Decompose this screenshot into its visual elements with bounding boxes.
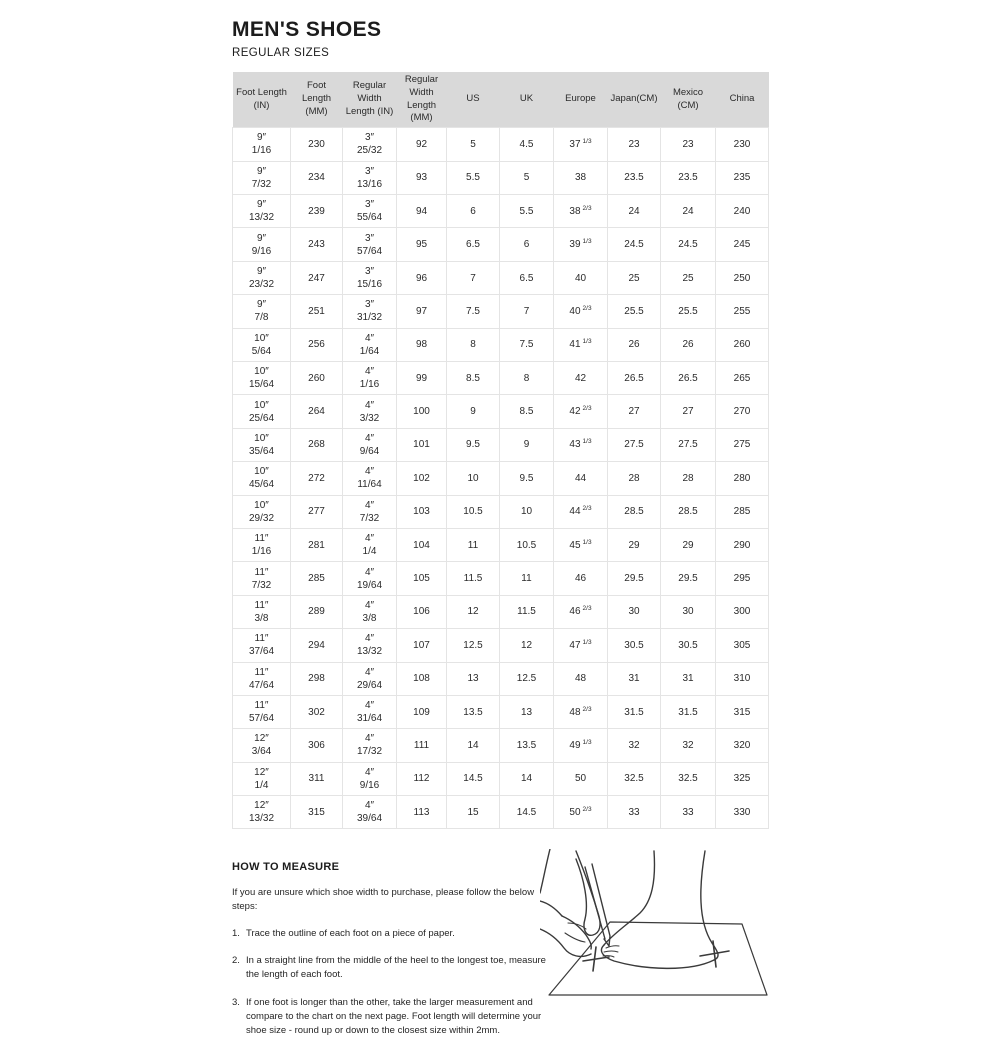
width-length-in-cell: 4″ 9/16 <box>343 762 397 795</box>
column-header: Europe <box>554 72 608 128</box>
japan-size-cell: 31.5 <box>608 695 661 728</box>
europe-size-cell: 49 $^{1/3}$ <box>554 729 608 762</box>
china-size-cell: 290 <box>716 528 769 561</box>
width-length-mm-cell: 105 <box>397 562 447 595</box>
uk-size-cell: 5 <box>500 161 554 194</box>
width-length-mm-cell: 92 <box>397 128 447 161</box>
column-header: US <box>447 72 500 128</box>
europe-size-cell: 40 $^{2/3}$ <box>554 295 608 328</box>
column-header: Foot Length (MM) <box>291 72 343 128</box>
foot-length-in-cell: 9″ 23/32 <box>233 261 291 294</box>
us-size-cell: 14 <box>447 729 500 762</box>
mexico-size-cell: 31.5 <box>661 695 716 728</box>
foot-length-mm-cell: 256 <box>291 328 343 361</box>
foot-length-in-cell: 9″ 9/16 <box>233 228 291 261</box>
width-length-in-cell: 3″ 13/16 <box>343 161 397 194</box>
us-size-cell: 15 <box>447 796 500 829</box>
europe-size-cell: 46 $^{2/3}$ <box>554 595 608 628</box>
us-size-cell: 11.5 <box>447 562 500 595</box>
foot-length-mm-cell: 260 <box>291 361 343 394</box>
foot-length-in-cell: 11″ 3/8 <box>233 595 291 628</box>
size-table-body <box>233 128 769 829</box>
table-row <box>233 361 769 394</box>
foot-length-mm-cell: 298 <box>291 662 343 695</box>
us-size-cell: 10.5 <box>447 495 500 528</box>
width-length-in-cell: 4″ 1/16 <box>343 361 397 394</box>
china-size-cell: 315 <box>716 695 769 728</box>
uk-size-cell: 10 <box>500 495 554 528</box>
width-length-in-cell: 4″ 17/32 <box>343 729 397 762</box>
width-length-mm-cell: 113 <box>397 796 447 829</box>
foot-length-mm-cell: 294 <box>291 629 343 662</box>
foot-length-in-cell: 11″ 57/64 <box>233 695 291 728</box>
japan-size-cell: 24 <box>608 195 661 228</box>
japan-size-cell: 25 <box>608 261 661 294</box>
width-length-mm-cell: 106 <box>397 595 447 628</box>
europe-size-cell: 43 $^{1/3}$ <box>554 428 608 461</box>
japan-size-cell: 30 <box>608 595 661 628</box>
uk-size-cell: 12.5 <box>500 662 554 695</box>
china-size-cell: 330 <box>716 796 769 829</box>
table-row <box>233 228 769 261</box>
foot-length-in-cell: 10″ 45/64 <box>233 462 291 495</box>
width-length-in-cell: 4″ 11/64 <box>343 462 397 495</box>
japan-size-cell: 24.5 <box>608 228 661 261</box>
europe-size-cell: 50 <box>554 762 608 795</box>
uk-size-cell: 9 <box>500 428 554 461</box>
mexico-size-cell: 27.5 <box>661 428 716 461</box>
us-size-cell: 9 <box>447 395 500 428</box>
china-size-cell: 275 <box>716 428 769 461</box>
foot-length-mm-cell: 277 <box>291 495 343 528</box>
width-length-in-cell: 4″ 7/32 <box>343 495 397 528</box>
width-length-in-cell: 4″ 31/64 <box>343 695 397 728</box>
foot-length-in-cell: 12″ 13/32 <box>233 796 291 829</box>
width-length-mm-cell: 100 <box>397 395 447 428</box>
japan-size-cell: 30.5 <box>608 629 661 662</box>
table-row <box>233 629 769 662</box>
width-length-in-cell: 4″ 9/64 <box>343 428 397 461</box>
foot-length-in-cell: 11″ 47/64 <box>233 662 291 695</box>
mexico-size-cell: 27 <box>661 395 716 428</box>
foot-length-mm-cell: 311 <box>291 762 343 795</box>
foot-length-in-cell: 10″ 5/64 <box>233 328 291 361</box>
width-length-mm-cell: 108 <box>397 662 447 695</box>
us-size-cell: 5 <box>447 128 500 161</box>
column-header: China <box>716 72 769 128</box>
foot-length-in-cell: 10″ 15/64 <box>233 361 291 394</box>
uk-size-cell: 6 <box>500 228 554 261</box>
uk-size-cell: 6.5 <box>500 261 554 294</box>
us-size-cell: 8 <box>447 328 500 361</box>
us-size-cell: 11 <box>447 528 500 561</box>
width-length-mm-cell: 107 <box>397 629 447 662</box>
china-size-cell: 235 <box>716 161 769 194</box>
foot-length-mm-cell: 285 <box>291 562 343 595</box>
table-row <box>233 128 769 161</box>
table-row <box>233 729 769 762</box>
europe-size-cell: 37 $^{1/3}$ <box>554 128 608 161</box>
width-length-mm-cell: 112 <box>397 762 447 795</box>
japan-size-cell: 31 <box>608 662 661 695</box>
china-size-cell: 240 <box>716 195 769 228</box>
column-header: UK <box>500 72 554 128</box>
width-length-mm-cell: 104 <box>397 528 447 561</box>
foot-length-in-cell: 9″ 7/32 <box>233 161 291 194</box>
column-header: Regular Width Length (MM) <box>397 72 447 128</box>
china-size-cell: 305 <box>716 629 769 662</box>
measure-step: 2. In a straight line from the middle of the heel to the longest toe, measure the length of each foot. <box>232 955 546 981</box>
width-length-in-cell: 3″ 57/64 <box>343 228 397 261</box>
table-row <box>233 595 769 628</box>
japan-size-cell: 26 <box>608 328 661 361</box>
table-row <box>233 762 769 795</box>
foot-length-in-cell: 11″ 37/64 <box>233 629 291 662</box>
japan-size-cell: 33 <box>608 796 661 829</box>
width-length-mm-cell: 94 <box>397 195 447 228</box>
us-size-cell: 6 <box>447 195 500 228</box>
us-size-cell: 12 <box>447 595 500 628</box>
foot-length-mm-cell: 272 <box>291 462 343 495</box>
europe-size-cell: 48 <box>554 662 608 695</box>
mexico-size-cell: 32.5 <box>661 762 716 795</box>
china-size-cell: 245 <box>716 228 769 261</box>
us-size-cell: 7 <box>447 261 500 294</box>
japan-size-cell: 23 <box>608 128 661 161</box>
japan-size-cell: 29.5 <box>608 562 661 595</box>
uk-size-cell: 7.5 <box>500 328 554 361</box>
width-length-mm-cell: 95 <box>397 228 447 261</box>
size-table-header-row <box>233 72 769 128</box>
width-length-mm-cell: 101 <box>397 428 447 461</box>
uk-size-cell: 9.5 <box>500 462 554 495</box>
uk-size-cell: 8.5 <box>500 395 554 428</box>
measure-step: 3. If one foot is longer than the other, take the larger measurement and compare to the chart on the next page. Foot length will determine your shoe size - round up or down to the closest size within 2mm. <box>232 996 542 1037</box>
mexico-size-cell: 31 <box>661 662 716 695</box>
size-table <box>232 72 769 829</box>
europe-size-cell: 41 $^{1/3}$ <box>554 328 608 361</box>
japan-size-cell: 29 <box>608 528 661 561</box>
us-size-cell: 10 <box>447 462 500 495</box>
uk-size-cell: 7 <box>500 295 554 328</box>
table-row <box>233 295 769 328</box>
mexico-size-cell: 29.5 <box>661 562 716 595</box>
width-length-in-cell: 4″ 3/8 <box>343 595 397 628</box>
mexico-size-cell: 23.5 <box>661 161 716 194</box>
foot-length-in-cell: 12″ 3/64 <box>233 729 291 762</box>
width-length-mm-cell: 103 <box>397 495 447 528</box>
measure-intro: If you are unsure which shoe width to purchase, please follow the below steps: <box>232 887 535 913</box>
width-length-in-cell: 3″ 55/64 <box>343 195 397 228</box>
japan-size-cell: 27.5 <box>608 428 661 461</box>
column-header: Regular Width Length (IN) <box>343 72 397 128</box>
mexico-size-cell: 32 <box>661 729 716 762</box>
table-row <box>233 662 769 695</box>
us-size-cell: 6.5 <box>447 228 500 261</box>
uk-size-cell: 14.5 <box>500 796 554 829</box>
japan-size-cell: 28 <box>608 462 661 495</box>
foot-length-mm-cell: 264 <box>291 395 343 428</box>
table-row <box>233 528 769 561</box>
japan-size-cell: 23.5 <box>608 161 661 194</box>
foot-length-mm-cell: 251 <box>291 295 343 328</box>
europe-size-cell: 47 $^{1/3}$ <box>554 629 608 662</box>
europe-size-cell: 40 <box>554 261 608 294</box>
mexico-size-cell: 24 <box>661 195 716 228</box>
foot-length-mm-cell: 281 <box>291 528 343 561</box>
mexico-size-cell: 29 <box>661 528 716 561</box>
japan-size-cell: 32 <box>608 729 661 762</box>
china-size-cell: 320 <box>716 729 769 762</box>
foot-length-in-cell: 10″ 29/32 <box>233 495 291 528</box>
foot-length-in-cell: 9″ 13/32 <box>233 195 291 228</box>
china-size-cell: 295 <box>716 562 769 595</box>
width-length-in-cell: 4″ 19/64 <box>343 562 397 595</box>
japan-size-cell: 25.5 <box>608 295 661 328</box>
china-size-cell: 270 <box>716 395 769 428</box>
measure-heading: HOW TO MEASURE <box>232 861 340 874</box>
table-row <box>233 161 769 194</box>
us-size-cell: 9.5 <box>447 428 500 461</box>
japan-size-cell: 26.5 <box>608 361 661 394</box>
us-size-cell: 13 <box>447 662 500 695</box>
mexico-size-cell: 30.5 <box>661 629 716 662</box>
foot-length-mm-cell: 268 <box>291 428 343 461</box>
china-size-cell: 285 <box>716 495 769 528</box>
foot-length-mm-cell: 243 <box>291 228 343 261</box>
europe-size-cell: 44 <box>554 462 608 495</box>
europe-size-cell: 46 <box>554 562 608 595</box>
mexico-size-cell: 26.5 <box>661 361 716 394</box>
foot-length-mm-cell: 302 <box>291 695 343 728</box>
europe-size-cell: 42 $^{2/3}$ <box>554 395 608 428</box>
europe-size-cell: 38 <box>554 161 608 194</box>
width-length-in-cell: 3″ 25/32 <box>343 128 397 161</box>
width-length-in-cell: 4″ 13/32 <box>343 629 397 662</box>
how-to-measure-section <box>232 861 768 1038</box>
width-length-in-cell: 3″ 15/16 <box>343 261 397 294</box>
uk-size-cell: 5.5 <box>500 195 554 228</box>
foot-length-mm-cell: 247 <box>291 261 343 294</box>
mexico-size-cell: 28.5 <box>661 495 716 528</box>
table-row <box>233 796 769 829</box>
mexico-size-cell: 30 <box>661 595 716 628</box>
table-row <box>233 328 769 361</box>
foot-tracing-illustration <box>540 849 780 1017</box>
uk-size-cell: 11.5 <box>500 595 554 628</box>
us-size-cell: 5.5 <box>447 161 500 194</box>
foot-length-mm-cell: 234 <box>291 161 343 194</box>
width-length-mm-cell: 109 <box>397 695 447 728</box>
foot-length-mm-cell: 289 <box>291 595 343 628</box>
uk-size-cell: 14 <box>500 762 554 795</box>
foot-length-in-cell: 9″ 7/8 <box>233 295 291 328</box>
width-length-in-cell: 4″ 1/4 <box>343 528 397 561</box>
china-size-cell: 255 <box>716 295 769 328</box>
japan-size-cell: 32.5 <box>608 762 661 795</box>
foot-length-in-cell: 10″ 25/64 <box>233 395 291 428</box>
europe-size-cell: 39 $^{1/3}$ <box>554 228 608 261</box>
china-size-cell: 310 <box>716 662 769 695</box>
table-row <box>233 395 769 428</box>
europe-size-cell: 48 $^{2/3}$ <box>554 695 608 728</box>
page-subtitle: REGULAR SIZES <box>232 47 330 59</box>
uk-size-cell: 4.5 <box>500 128 554 161</box>
column-header: Mexico (CM) <box>661 72 716 128</box>
japan-size-cell: 28.5 <box>608 495 661 528</box>
foot-length-in-cell: 10″ 35/64 <box>233 428 291 461</box>
europe-size-cell: 45 $^{1/3}$ <box>554 528 608 561</box>
uk-size-cell: 10.5 <box>500 528 554 561</box>
width-length-mm-cell: 93 <box>397 161 447 194</box>
foot-length-mm-cell: 315 <box>291 796 343 829</box>
table-row <box>233 428 769 461</box>
us-size-cell: 12.5 <box>447 629 500 662</box>
uk-size-cell: 12 <box>500 629 554 662</box>
europe-size-cell: 38 $^{2/3}$ <box>554 195 608 228</box>
page-title: MEN'S SHOES <box>232 18 382 41</box>
width-length-in-cell: 4″ 3/32 <box>343 395 397 428</box>
uk-size-cell: 13.5 <box>500 729 554 762</box>
europe-size-cell: 44 $^{2/3}$ <box>554 495 608 528</box>
europe-size-cell: 50 $^{2/3}$ <box>554 796 608 829</box>
china-size-cell: 280 <box>716 462 769 495</box>
table-row <box>233 462 769 495</box>
width-length-in-cell: 4″ 39/64 <box>343 796 397 829</box>
china-size-cell: 250 <box>716 261 769 294</box>
mexico-size-cell: 28 <box>661 462 716 495</box>
foot-length-mm-cell: 230 <box>291 128 343 161</box>
mexico-size-cell: 25 <box>661 261 716 294</box>
china-size-cell: 230 <box>716 128 769 161</box>
table-row <box>233 562 769 595</box>
mexico-size-cell: 25.5 <box>661 295 716 328</box>
japan-size-cell: 27 <box>608 395 661 428</box>
column-header: Japan(CM) <box>608 72 661 128</box>
foot-length-in-cell: 11″ 1/16 <box>233 528 291 561</box>
width-length-mm-cell: 102 <box>397 462 447 495</box>
measure-steps <box>232 927 550 1038</box>
foot-length-in-cell: 12″ 1/4 <box>233 762 291 795</box>
uk-size-cell: 13 <box>500 695 554 728</box>
us-size-cell: 7.5 <box>447 295 500 328</box>
table-row <box>233 261 769 294</box>
us-size-cell: 8.5 <box>447 361 500 394</box>
width-length-mm-cell: 97 <box>397 295 447 328</box>
uk-size-cell: 11 <box>500 562 554 595</box>
table-row <box>233 495 769 528</box>
us-size-cell: 14.5 <box>447 762 500 795</box>
column-header: Foot Length (IN) <box>233 72 291 128</box>
width-length-mm-cell: 98 <box>397 328 447 361</box>
uk-size-cell: 8 <box>500 361 554 394</box>
china-size-cell: 325 <box>716 762 769 795</box>
china-size-cell: 300 <box>716 595 769 628</box>
mexico-size-cell: 26 <box>661 328 716 361</box>
china-size-cell: 260 <box>716 328 769 361</box>
china-size-cell: 265 <box>716 361 769 394</box>
width-length-mm-cell: 111 <box>397 729 447 762</box>
width-length-mm-cell: 99 <box>397 361 447 394</box>
mexico-size-cell: 24.5 <box>661 228 716 261</box>
foot-length-in-cell: 11″ 7/32 <box>233 562 291 595</box>
table-row <box>233 195 769 228</box>
foot-length-mm-cell: 306 <box>291 729 343 762</box>
table-row <box>233 695 769 728</box>
mexico-size-cell: 33 <box>661 796 716 829</box>
width-length-in-cell: 3″ 31/32 <box>343 295 397 328</box>
foot-length-in-cell: 9″ 1/16 <box>233 128 291 161</box>
width-length-in-cell: 4″ 1/64 <box>343 328 397 361</box>
foot-length-mm-cell: 239 <box>291 195 343 228</box>
width-length-in-cell: 4″ 29/64 <box>343 662 397 695</box>
width-length-mm-cell: 96 <box>397 261 447 294</box>
size-chart-page <box>232 18 768 1038</box>
europe-size-cell: 42 <box>554 361 608 394</box>
us-size-cell: 13.5 <box>447 695 500 728</box>
mexico-size-cell: 23 <box>661 128 716 161</box>
measure-step: 1. Trace the outline of each foot on a piece of paper. <box>232 927 455 939</box>
